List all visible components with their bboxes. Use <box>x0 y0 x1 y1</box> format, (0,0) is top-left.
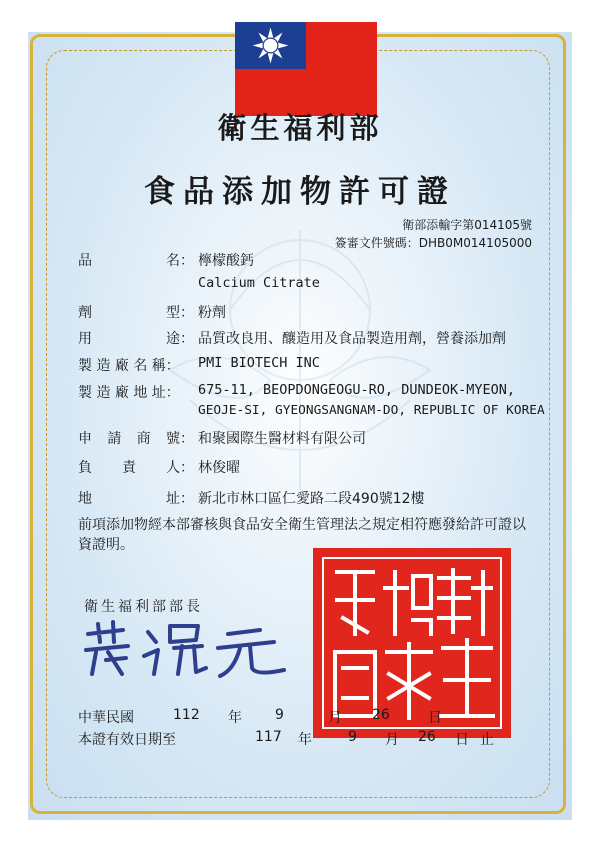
label-char: 商 <box>136 431 151 447</box>
usage: 品質改良用、釀造用及食品製造用劑，營養添加劑 <box>198 331 506 347</box>
certification-statement: 前項添加物經本部審核與食品安全衛生管理法之規定相符應發給許可證以資證明。 <box>78 517 526 553</box>
label-address <box>78 488 194 508</box>
label-char: 途： <box>166 331 194 347</box>
label-char: 責 <box>122 460 136 476</box>
issue-year-unit: 年 <box>228 710 242 726</box>
national-flag-icon <box>235 22 377 116</box>
ministry-title: 衛生福利部 <box>217 111 383 145</box>
label-char: 申 <box>78 431 92 447</box>
label-text: 製 造 廠 地 址： <box>78 385 180 401</box>
label-dosage-form <box>78 302 194 322</box>
label-char: 址： <box>166 491 194 507</box>
label-char: 地 <box>78 491 92 507</box>
label-char: 型： <box>166 305 194 321</box>
responsible-person: 林俊曜 <box>198 460 240 476</box>
label-product-name <box>78 250 194 270</box>
seal-text: 衛生福利部印 <box>412 734 418 735</box>
label-char: 用 <box>78 331 92 347</box>
applicant-name: 和聚國際生醫材料有限公司 <box>198 431 366 447</box>
issue-day: 26 <box>372 707 390 723</box>
dosage-form: 粉劑 <box>198 305 226 321</box>
product-name-english: Calcium Citrate <box>198 275 320 291</box>
label-responsible-person <box>78 457 194 477</box>
label-char: 品 <box>78 253 92 269</box>
license-number: 衛部添輸字第014105號 <box>402 218 532 232</box>
issue-month: 9 <box>275 707 284 723</box>
issue-day-unit: 日 <box>428 710 442 726</box>
valid-day-unit: 日 <box>455 732 469 748</box>
label-usage <box>78 328 194 348</box>
document-code: 簽審文件號碼：DHB0M014105000 <box>334 236 532 250</box>
manufacturer-address-line2: GEOJE-SI, GYEONGSANGNAM-DO, REPUBLIC OF KOREA <box>198 403 545 418</box>
label-char: 名： <box>166 253 194 269</box>
label-char: 請 <box>107 431 122 447</box>
valid-month: 9 <box>348 729 357 745</box>
official-seal <box>313 548 511 738</box>
issue-month-unit: 月 <box>328 710 342 726</box>
label-char: 負 <box>78 460 92 476</box>
label-char: 劑 <box>78 305 92 321</box>
product-name: 檸檬酸鈣 <box>198 253 254 269</box>
label-char: 號： <box>165 431 194 447</box>
certificate-title: 食品添加物許可證 <box>144 174 456 210</box>
label-manufacturer <box>78 355 194 375</box>
issue-era: 中華民國 <box>78 710 134 726</box>
valid-suffix: 止 <box>480 732 494 748</box>
valid-day: 26 <box>418 729 436 745</box>
valid-until-label: 本證有效日期至 <box>78 732 176 748</box>
label-manufacturer-address <box>78 382 194 402</box>
label-char: 人： <box>166 460 194 476</box>
label-applicant <box>78 428 194 448</box>
issue-year: 112 <box>173 707 200 723</box>
label-text: 製 造 廠 名 稱： <box>78 358 180 374</box>
applicant-address: 新北市林口區仁愛路二段490號12樓 <box>198 491 425 507</box>
minister-title: 衛生福利部部長 <box>84 599 203 615</box>
minister-signature <box>78 612 298 682</box>
valid-year: 117 <box>255 729 282 745</box>
valid-year-unit: 年 <box>298 732 312 748</box>
valid-month-unit: 月 <box>385 732 399 748</box>
manufacturer-address-line1: 675-11, BEOPDONGEOGU-RO, DUNDEOK-MYEON, <box>198 382 515 398</box>
manufacturer-name: PMI BIOTECH INC <box>198 355 320 371</box>
